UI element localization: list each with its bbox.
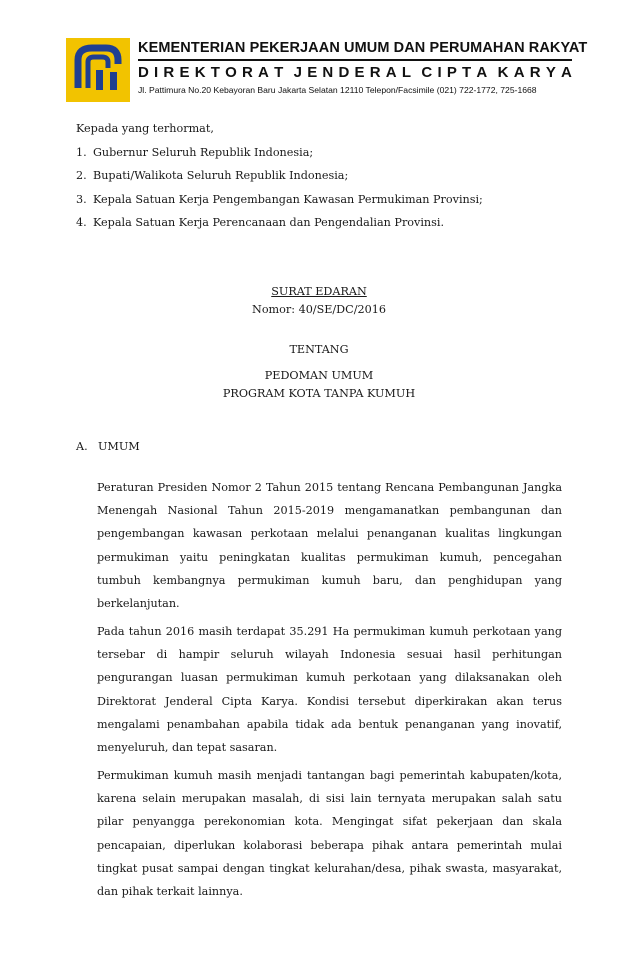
- recipients-list: [76, 141, 483, 235]
- pu-ministry-logo-icon: [66, 38, 130, 102]
- directorate-name: D I R E K T O R A T J E N D E R A L C I P T A K A R Y A: [138, 64, 572, 81]
- circular-title: [0, 283, 638, 319]
- ministry-name: KEMENTERIAN PEKERJAAN UMUM DAN PERUMAHAN RAKYAT: [138, 40, 588, 56]
- subject-line: PEDOMAN UMUM: [264, 369, 374, 382]
- list-item: 2. Bupati/Walikota Seluruh Republik Indonesia;: [76, 169, 349, 183]
- document-about: TENTANG: [289, 343, 349, 356]
- paragraph: Peraturan Presiden Nomor 2 Tahun 2015 tentang Rencana Pembangunan Jangka Menengah Nasional Tahun 2015-2019 mengamanatkan pembangunan dan pengembangan kawasan perkotaan melalui penanganan kualitas lingkungan permukiman yaitu peningkatan kualitas permukiman kumuh, pencegahan tumbuh kembangnya permukiman kumuh baru, dan penghidupan yang berkelanjutan.: [97, 481, 562, 611]
- recipients-block: [76, 117, 483, 235]
- document-heading: SURAT EDARAN: [271, 285, 367, 298]
- salutation: Kepada yang terhormat,: [76, 122, 214, 135]
- ministry-address: Jl. Pattimura No.20 Kebayoran Baru Jakarta Selatan 12110 Telepon/Facsimile (021) 722-1772, 725-1668: [138, 85, 537, 95]
- letterhead-rule: [138, 59, 572, 61]
- paragraph: Permukiman kumuh masih menjadi tantangan bagi pemerintah kabupaten/kota, karena selain merupakan masalah, di sisi lain ternyata merupakan salah satu pilar penyangga perekonomian kota. Mengingat sifat pekerjaan dan skala pencapaian, diperlukan kolaborasi beberapa pihak antara pemerintah mulai tingkat pusat sampai dengan tingkat kelurahan/desa, pihak swasta, masyarakat, dan pihak terkait lainnya.: [97, 769, 562, 899]
- document-subject: [0, 367, 638, 403]
- section-letter: A.: [76, 440, 88, 453]
- section-heading: [76, 440, 140, 453]
- paragraph: Pada tahun 2016 masih terdapat 35.291 Ha permukiman kumuh perkotaan yang tersebar di hampir seluruh wilayah Indonesia sesuai hasil perhitungan pengurangan luasan permukiman kumuh perkotaan yang dilaksanakan oleh Direktorat Jenderal Cipta Karya. Kondisi tersebut diperkirakan akan terus mengalami penambahan apabila tidak ada bentuk penanganan yang inovatif, menyeluruh, dan tepat sasaran.: [97, 625, 562, 755]
- subject-line: PROGRAM KOTA TANPA KUMUH: [222, 387, 416, 400]
- list-item: 3. Kepala Satuan Kerja Pengembangan Kawasan Permukiman Provinsi;: [76, 192, 483, 206]
- document-number: Nomor: 40/SE/DC/2016: [252, 303, 386, 316]
- list-item: 1. Gubernur Seluruh Republik Indonesia;: [76, 145, 314, 159]
- letterhead: [66, 38, 586, 108]
- section-title: UMUM: [98, 440, 140, 453]
- list-item: 4. Kepala Satuan Kerja Perencanaan dan Pengendalian Provinsi.: [76, 216, 445, 230]
